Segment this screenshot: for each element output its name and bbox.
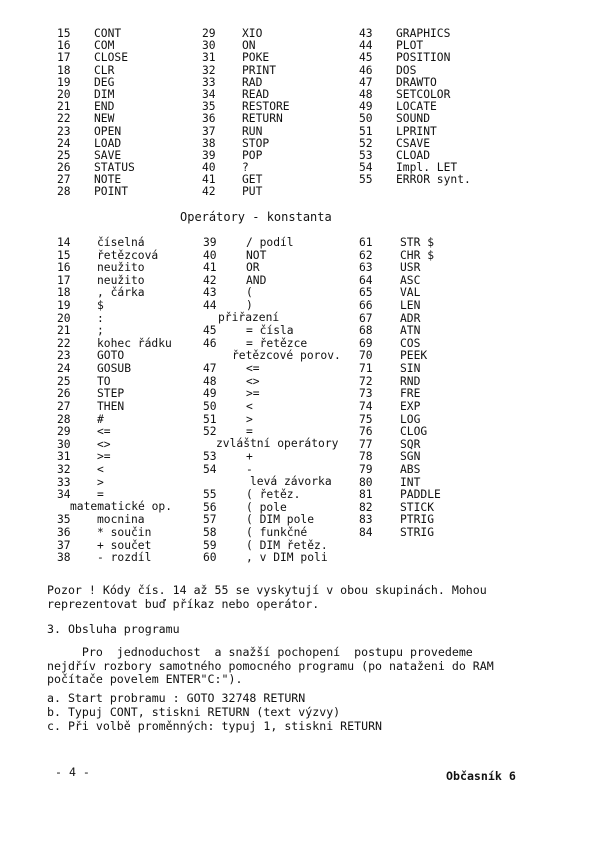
- label-cell: POINT: [94, 185, 129, 199]
- code-cell: 33: [57, 475, 71, 489]
- code-cell: 46: [203, 336, 217, 350]
- code-cell: 63: [359, 261, 373, 275]
- label-cell: neužito: [97, 273, 145, 287]
- operator-row: [0, 250, 600, 263]
- label-cell: mocnina: [97, 513, 145, 527]
- label-cell: neužito: [97, 261, 145, 275]
- label-cell: ABS: [400, 462, 421, 476]
- label-cell: >=: [246, 387, 260, 401]
- code-cell: 30: [57, 437, 71, 451]
- code-cell: 40: [202, 161, 216, 175]
- label-cell: - rozdíl: [97, 551, 152, 565]
- label-cell: THEN: [97, 399, 125, 413]
- operator-row: [0, 451, 600, 464]
- code-cell: 64: [359, 273, 373, 287]
- keyword-row: [0, 126, 600, 138]
- code-cell: 18: [57, 286, 71, 300]
- code-cell: 24: [57, 136, 71, 150]
- label-cell: GET: [242, 173, 263, 187]
- code-cell: 17: [57, 273, 71, 287]
- keyword-row: [0, 150, 600, 162]
- label-cell: RUN: [242, 124, 263, 138]
- code-cell: 22: [57, 336, 71, 350]
- code-cell: 26: [57, 387, 71, 401]
- label-cell: <>: [97, 437, 111, 451]
- code-cell: 23: [57, 124, 71, 138]
- label-cell: GRAPHICS: [396, 27, 451, 40]
- label-cell: PUT: [242, 185, 263, 199]
- code-cell: 59: [203, 538, 217, 552]
- label-cell: >: [97, 475, 104, 489]
- keyword-row: [0, 174, 600, 186]
- label-cell: STICK: [400, 500, 435, 514]
- label-cell: STOP: [242, 136, 270, 150]
- label-cell: <>: [246, 374, 260, 388]
- code-cell: 78: [359, 450, 373, 464]
- label-cell: ON: [242, 39, 256, 53]
- code-cell: 32: [202, 63, 216, 77]
- code-cell: 75: [359, 412, 373, 426]
- label-cell: = řetězce: [246, 336, 308, 350]
- code-cell: 15: [57, 248, 71, 262]
- keyword-row: [0, 113, 600, 125]
- code-cell: 22: [57, 112, 71, 126]
- code-cell: 21: [57, 100, 71, 114]
- keyword-row: [0, 52, 600, 64]
- step-c: c. Při volbě proměnných: typuj 1, stiskni RETURN: [47, 719, 383, 733]
- code-cell: 48: [203, 374, 217, 388]
- label-cell: >: [246, 412, 253, 426]
- code-cell: 38: [202, 136, 216, 150]
- label-cell: CLOAD: [396, 148, 431, 162]
- publication-name: Občasník 6: [446, 769, 516, 783]
- code-cell: 30: [202, 39, 216, 53]
- label-cell: DEG: [94, 75, 115, 89]
- label-cell: kohec řádku: [97, 336, 172, 350]
- label-cell: GOTO: [97, 349, 125, 363]
- page-number: - 4 -: [55, 765, 90, 779]
- operator-row: [0, 388, 600, 401]
- keyword-row: [0, 138, 600, 150]
- label-cell: ( DIM řetěz.: [246, 538, 328, 552]
- keyword-row: [0, 65, 600, 77]
- label-cell: POP: [242, 148, 263, 162]
- label-cell: LPRINT: [396, 124, 437, 138]
- label-cell: EXP: [400, 399, 421, 413]
- label-cell: COS: [400, 336, 421, 350]
- label-cell: ( pole: [246, 500, 287, 514]
- code-cell: 73: [359, 387, 373, 401]
- label-cell: (: [246, 286, 253, 300]
- code-cell: 38: [57, 551, 71, 565]
- label-cell: CONT: [94, 27, 122, 40]
- code-cell: 43: [203, 286, 217, 300]
- label-cell: OPEN: [94, 124, 122, 138]
- code-cell: 34: [57, 488, 71, 502]
- operator-row: [0, 414, 600, 427]
- code-cell: 72: [359, 374, 373, 388]
- label-cell: SETCOLOR: [396, 87, 451, 101]
- code-cell: 27: [57, 399, 71, 413]
- label-cell: SIN: [400, 362, 421, 376]
- label-cell: XIO: [242, 27, 263, 40]
- code-cell: 20: [57, 87, 71, 101]
- code-cell: 41: [202, 173, 216, 187]
- code-cell: 19: [57, 299, 71, 313]
- label-cell: CLR: [94, 63, 115, 77]
- code-cell: 35: [57, 513, 71, 527]
- code-cell: 37: [202, 124, 216, 138]
- code-cell: 51: [203, 412, 217, 426]
- label-cell: SGN: [400, 450, 421, 464]
- label-cell: LOAD: [94, 136, 122, 150]
- label-cell: STATUS: [94, 161, 135, 175]
- label-cell: $: [97, 299, 104, 313]
- label-cell: POKE: [242, 51, 270, 65]
- label-cell: Impl. LET: [396, 161, 458, 175]
- code-cell: 56: [203, 500, 217, 514]
- code-cell: 84: [359, 526, 373, 540]
- code-cell: 27: [57, 173, 71, 187]
- code-cell: 18: [57, 63, 71, 77]
- label-cell: PEEK: [400, 349, 428, 363]
- label-cell: RETURN: [242, 112, 283, 126]
- section-title: 3. Obsluha programu: [47, 622, 180, 636]
- label-cell: OR: [246, 261, 260, 275]
- label-cell: <=: [97, 425, 111, 439]
- operator-table: [0, 237, 600, 565]
- label-cell: VAL: [400, 286, 421, 300]
- operator-row: [0, 262, 600, 275]
- label-cell: :: [97, 311, 104, 325]
- label-cell: GOSUB: [97, 362, 132, 376]
- code-cell: 33: [202, 75, 216, 89]
- code-cell: 46: [359, 63, 373, 77]
- code-cell: 39: [202, 148, 216, 162]
- label-cell: , v DIM poli: [246, 551, 328, 565]
- label-cell: >=: [97, 450, 111, 464]
- operators-heading: Operátory - konstanta: [180, 210, 332, 224]
- label-cell: <: [97, 462, 104, 476]
- code-cell: 74: [359, 399, 373, 413]
- label-cell: ATN: [400, 324, 421, 338]
- label-cell: END: [94, 100, 115, 114]
- label-cell: SOUND: [396, 112, 431, 126]
- operator-row: [0, 237, 600, 250]
- code-cell: 52: [359, 136, 373, 150]
- code-cell: 49: [359, 100, 373, 114]
- code-cell: 23: [57, 349, 71, 363]
- label-cell: RND: [400, 374, 421, 388]
- label-cell: USR: [400, 261, 421, 275]
- code-cell: 82: [359, 500, 373, 514]
- code-cell: 20: [57, 311, 71, 325]
- code-cell: 35: [202, 100, 216, 114]
- code-cell: 40: [203, 248, 217, 262]
- label-cell: SQR: [400, 437, 421, 451]
- code-cell: 79: [359, 462, 373, 476]
- code-cell: 36: [57, 526, 71, 540]
- code-cell: 25: [57, 374, 71, 388]
- code-cell: 44: [359, 39, 373, 53]
- label-cell: COM: [94, 39, 115, 53]
- label-cell: NOT: [246, 248, 267, 262]
- code-cell: 50: [203, 399, 217, 413]
- keyword-table: [0, 28, 600, 199]
- label-cell: <: [246, 399, 253, 413]
- operator-row: [0, 325, 600, 338]
- label-cell: -: [246, 462, 253, 476]
- code-cell: 24: [57, 362, 71, 376]
- label-cell: DRAWTO: [396, 75, 437, 89]
- code-cell: 28: [57, 185, 71, 199]
- label-cell: #: [97, 412, 104, 426]
- label-cell: ;: [97, 324, 104, 338]
- label-cell: ( řetěz.: [246, 488, 301, 502]
- label-cell: STEP: [97, 387, 125, 401]
- keyword-row: [0, 162, 600, 174]
- label-cell: RESTORE: [242, 100, 290, 114]
- label-cell: = čísla: [246, 324, 294, 338]
- code-cell: 50: [359, 112, 373, 126]
- label-cell: ASC: [400, 273, 421, 287]
- label-cell: LOCATE: [396, 100, 437, 114]
- note-paragraph: Pozor ! Kódy čís. 14 až 55 se vyskytují v obou skupinách. Mohou reprezentovat buď příkaz nebo operátor.: [47, 583, 487, 611]
- label-cell: NEW: [94, 112, 115, 126]
- code-cell: 62: [359, 248, 373, 262]
- label-cell: CLOG: [400, 425, 428, 439]
- label-cell: STRIG: [400, 526, 435, 540]
- code-cell: 81: [359, 488, 373, 502]
- operator-row: [0, 552, 600, 565]
- code-cell: 45: [359, 51, 373, 65]
- label-cell: SAVE: [94, 148, 122, 162]
- label-cell: DOS: [396, 63, 417, 77]
- label-cell: ( DIM pole: [246, 513, 315, 527]
- code-cell: 36: [202, 112, 216, 126]
- code-cell: 55: [359, 173, 373, 187]
- label-cell: RAD: [242, 75, 263, 89]
- code-cell: 43: [359, 27, 373, 40]
- code-cell: 31: [202, 51, 216, 65]
- label-cell: * součin: [97, 526, 152, 540]
- label-cell: číselná: [97, 236, 145, 249]
- label-cell: LEN: [400, 299, 421, 313]
- label-cell: READ: [242, 87, 270, 101]
- keyword-row: [0, 77, 600, 89]
- code-cell: 29: [57, 425, 71, 439]
- code-cell: 51: [359, 124, 373, 138]
- code-cell: 49: [203, 387, 217, 401]
- keyword-row: [0, 89, 600, 101]
- label-cell: PLOT: [396, 39, 424, 53]
- subhead-matematicke: matematické op.: [70, 500, 173, 513]
- label-cell: PRINT: [242, 63, 277, 77]
- code-cell: 80: [359, 475, 373, 489]
- code-cell: 25: [57, 148, 71, 162]
- code-cell: 16: [57, 261, 71, 275]
- code-cell: 29: [202, 27, 216, 40]
- operator-row: [0, 300, 600, 313]
- code-cell: 15: [57, 27, 71, 40]
- code-cell: 77: [359, 437, 373, 451]
- intro-paragraph: Pro jednoduchost a snažší pochopení postupu provedeme nejdřív rozbory samotného pomocného programu (po nataženi do RAM počítače povelem ENTER"C:").: [47, 645, 494, 687]
- label-cell: , čárka: [97, 286, 145, 300]
- operator-row: [0, 527, 600, 540]
- label-cell: ): [246, 299, 253, 313]
- label-cell: ERROR synt.: [396, 173, 471, 187]
- code-cell: 83: [359, 513, 373, 527]
- label-cell: <=: [246, 362, 260, 376]
- code-cell: 45: [203, 324, 217, 338]
- code-cell: 66: [359, 299, 373, 313]
- code-cell: 54: [203, 462, 217, 476]
- label-cell: TO: [97, 374, 111, 388]
- label-cell: / podíl: [246, 236, 294, 249]
- code-cell: 71: [359, 362, 373, 376]
- label-cell: PTRIG: [400, 513, 435, 527]
- code-cell: 60: [203, 551, 217, 565]
- code-cell: 14: [57, 236, 71, 249]
- code-cell: 28: [57, 412, 71, 426]
- label-cell: +: [246, 450, 253, 464]
- code-cell: 52: [203, 425, 217, 439]
- code-cell: 44: [203, 299, 217, 313]
- code-cell: 53: [203, 450, 217, 464]
- operator-row: [0, 376, 600, 389]
- label-cell: NOTE: [94, 173, 122, 187]
- operator-row: [0, 275, 600, 288]
- label-cell: ( funkčné: [246, 526, 308, 540]
- code-cell: 53: [359, 148, 373, 162]
- label-cell: CLOSE: [94, 51, 129, 65]
- label-cell: + součet: [97, 538, 152, 552]
- code-cell: 31: [57, 450, 71, 464]
- code-cell: 69: [359, 336, 373, 350]
- code-cell: 76: [359, 425, 373, 439]
- code-cell: 41: [203, 261, 217, 275]
- subhead-leva: levá závorka: [250, 475, 332, 488]
- code-cell: 68: [359, 324, 373, 338]
- label-cell: STR $: [400, 236, 435, 249]
- code-cell: 39: [203, 236, 217, 249]
- label-cell: řetězcová: [97, 248, 159, 262]
- code-cell: 65: [359, 286, 373, 300]
- code-cell: 17: [57, 51, 71, 65]
- code-cell: 48: [359, 87, 373, 101]
- label-cell: FRE: [400, 387, 421, 401]
- code-cell: 57: [203, 513, 217, 527]
- label-cell: PADDLE: [400, 488, 441, 502]
- label-cell: AND: [246, 273, 267, 287]
- code-cell: 55: [203, 488, 217, 502]
- code-cell: 26: [57, 161, 71, 175]
- label-cell: CSAVE: [396, 136, 431, 150]
- code-cell: 54: [359, 161, 373, 175]
- label-cell: CHR $: [400, 248, 435, 262]
- operator-row: [0, 401, 600, 414]
- code-cell: 16: [57, 39, 71, 53]
- keyword-row: [0, 101, 600, 113]
- code-cell: 47: [359, 75, 373, 89]
- label-cell: DIM: [94, 87, 115, 101]
- operator-row: [0, 363, 600, 376]
- keyword-row: [0, 186, 600, 198]
- label-cell: POSITION: [396, 51, 451, 65]
- label-cell: ADR: [400, 311, 421, 325]
- subhead-prirazeni: přiřazení: [218, 311, 280, 324]
- step-a: a. Start probramu : GOTO 32748 RETURN: [47, 691, 306, 705]
- subhead-retezcove: řetězcové porov.: [232, 349, 341, 362]
- code-cell: 58: [203, 526, 217, 540]
- code-cell: 42: [202, 185, 216, 199]
- code-cell: 67: [359, 311, 373, 325]
- code-cell: 19: [57, 75, 71, 89]
- code-cell: 37: [57, 538, 71, 552]
- code-cell: 21: [57, 324, 71, 338]
- subhead-zvlastni: zvláštní operátory: [216, 437, 339, 450]
- code-cell: 32: [57, 462, 71, 476]
- label-cell: =: [246, 425, 253, 439]
- code-cell: 34: [202, 87, 216, 101]
- code-cell: 42: [203, 273, 217, 287]
- code-cell: 47: [203, 362, 217, 376]
- step-b: b. Typuj CONT, stiskni RETURN (text výzvy): [47, 705, 341, 719]
- operator-row: [0, 287, 600, 300]
- label-cell: =: [97, 488, 104, 502]
- keyword-row: [0, 28, 600, 40]
- label-cell: INT: [400, 475, 421, 489]
- code-cell: 61: [359, 236, 373, 249]
- operator-row: [0, 313, 600, 326]
- label-cell: LOG: [400, 412, 421, 426]
- label-cell: ?: [242, 161, 249, 175]
- code-cell: 70: [359, 349, 373, 363]
- keyword-row: [0, 40, 600, 52]
